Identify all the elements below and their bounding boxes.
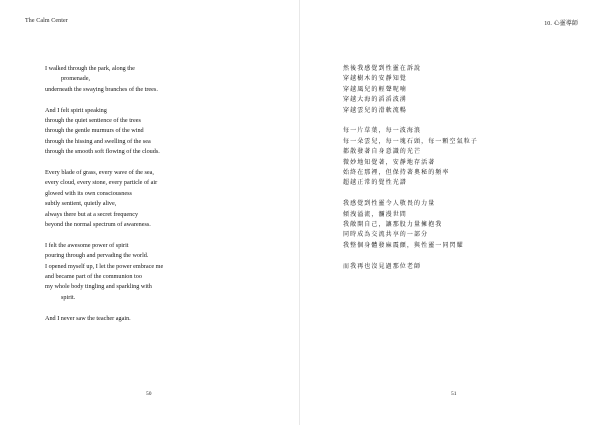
stanza — [343, 199, 563, 251]
right-page — [300, 0, 600, 425]
poem-line: through the hissing and swelling of the sea — [45, 137, 151, 145]
page-number: 50 — [146, 391, 152, 397]
poem-line: 穿越大海的滔滔波湧 — [343, 96, 407, 104]
stanza — [45, 314, 275, 324]
poem-line: 然後我感覺到性靈在訴說 — [343, 65, 422, 72]
poem-line: and became part of the communion too — [45, 273, 142, 281]
poem-line: Every blade of grass, every wave of the sea, — [45, 169, 154, 177]
running-head: The Calm Center — [25, 18, 68, 24]
poem-line: 傾洩溢流，瀰漫世間 — [343, 210, 407, 218]
poem-line: 每一片草葉，每一波海浪 — [343, 127, 422, 135]
stanza — [343, 262, 563, 272]
stanza — [45, 106, 275, 158]
poem-line: through the gentle murmurs of the wind — [45, 127, 144, 135]
stanza — [343, 64, 563, 116]
poem-line: subtly sentient, quietly alive, — [45, 200, 117, 208]
stanza — [45, 64, 275, 95]
poem-line: spirit. — [61, 293, 76, 301]
running-head: 10. 心靈導師 — [544, 21, 578, 27]
poem-line: And I never saw the teacher again. — [45, 314, 131, 322]
poem-line: 我感覺到性靈令人敬畏的力量 — [343, 200, 436, 208]
poem-line: 穿越風兒的輕聲呢喃 — [343, 85, 407, 93]
poem-line: my whole body tingling and sparkling with — [45, 283, 152, 291]
poem-line: I walked through the park, along the — [45, 65, 135, 72]
poem-line: beyond the normal spectrum of awareness. — [45, 221, 151, 229]
stanza — [45, 241, 275, 303]
poem-line: through the smooth soft flowing of the clouds. — [45, 148, 160, 156]
poem-line: 穿越樹木的安靜知覺 — [343, 75, 407, 83]
poem-line: underneath the swaying branches of the trees. — [45, 85, 158, 93]
poem-line: I opened myself up, I let the power embrace me — [45, 262, 164, 270]
page-number: 51 — [451, 391, 457, 397]
stanza — [45, 168, 275, 230]
poem-body-chinese — [343, 64, 563, 282]
poem-line: 微妙地知覺著，安靜地存活著 — [343, 158, 436, 166]
poem-line: glowed with its own consciousness — [45, 189, 132, 197]
poem-line: 都散發著自身意識的光芒 — [343, 148, 422, 156]
poem-line: promenade, — [61, 75, 91, 83]
poem-line: every cloud, every stone, every particle of air — [45, 179, 158, 187]
poem-body — [45, 64, 275, 334]
poem-line: 超越正常的覺性光譜 — [343, 179, 407, 187]
poem-line: 同時成為交流共享的一部分 — [343, 231, 429, 239]
poem-line: 而我再也沒見過那位老師 — [343, 262, 422, 270]
poem-line: always there but at a secret frequency — [45, 210, 139, 218]
stanza — [343, 126, 563, 188]
poem-line: pouring through and pervading the world. — [45, 252, 149, 260]
poem-line: I felt the awesome power of spirit — [45, 241, 129, 249]
poem-line: And I felt spirit speaking — [45, 106, 107, 114]
poem-line: 每一朵雲兒，每一塊石頭，每一顆空氣粒子 — [343, 137, 478, 145]
poem-line: 穿越雲兒的滑軟流暢 — [343, 106, 407, 114]
poem-line: 我整個身體發麻震顫，與性靈一同閃耀 — [343, 241, 464, 249]
poem-line: through the quiet sentience of the trees — [45, 117, 141, 125]
poem-line: 始終在那裡，但保持著奧秘的頻率 — [343, 169, 450, 177]
poem-line: 我敞開自己，讓那股力量擁抱我 — [343, 221, 443, 229]
